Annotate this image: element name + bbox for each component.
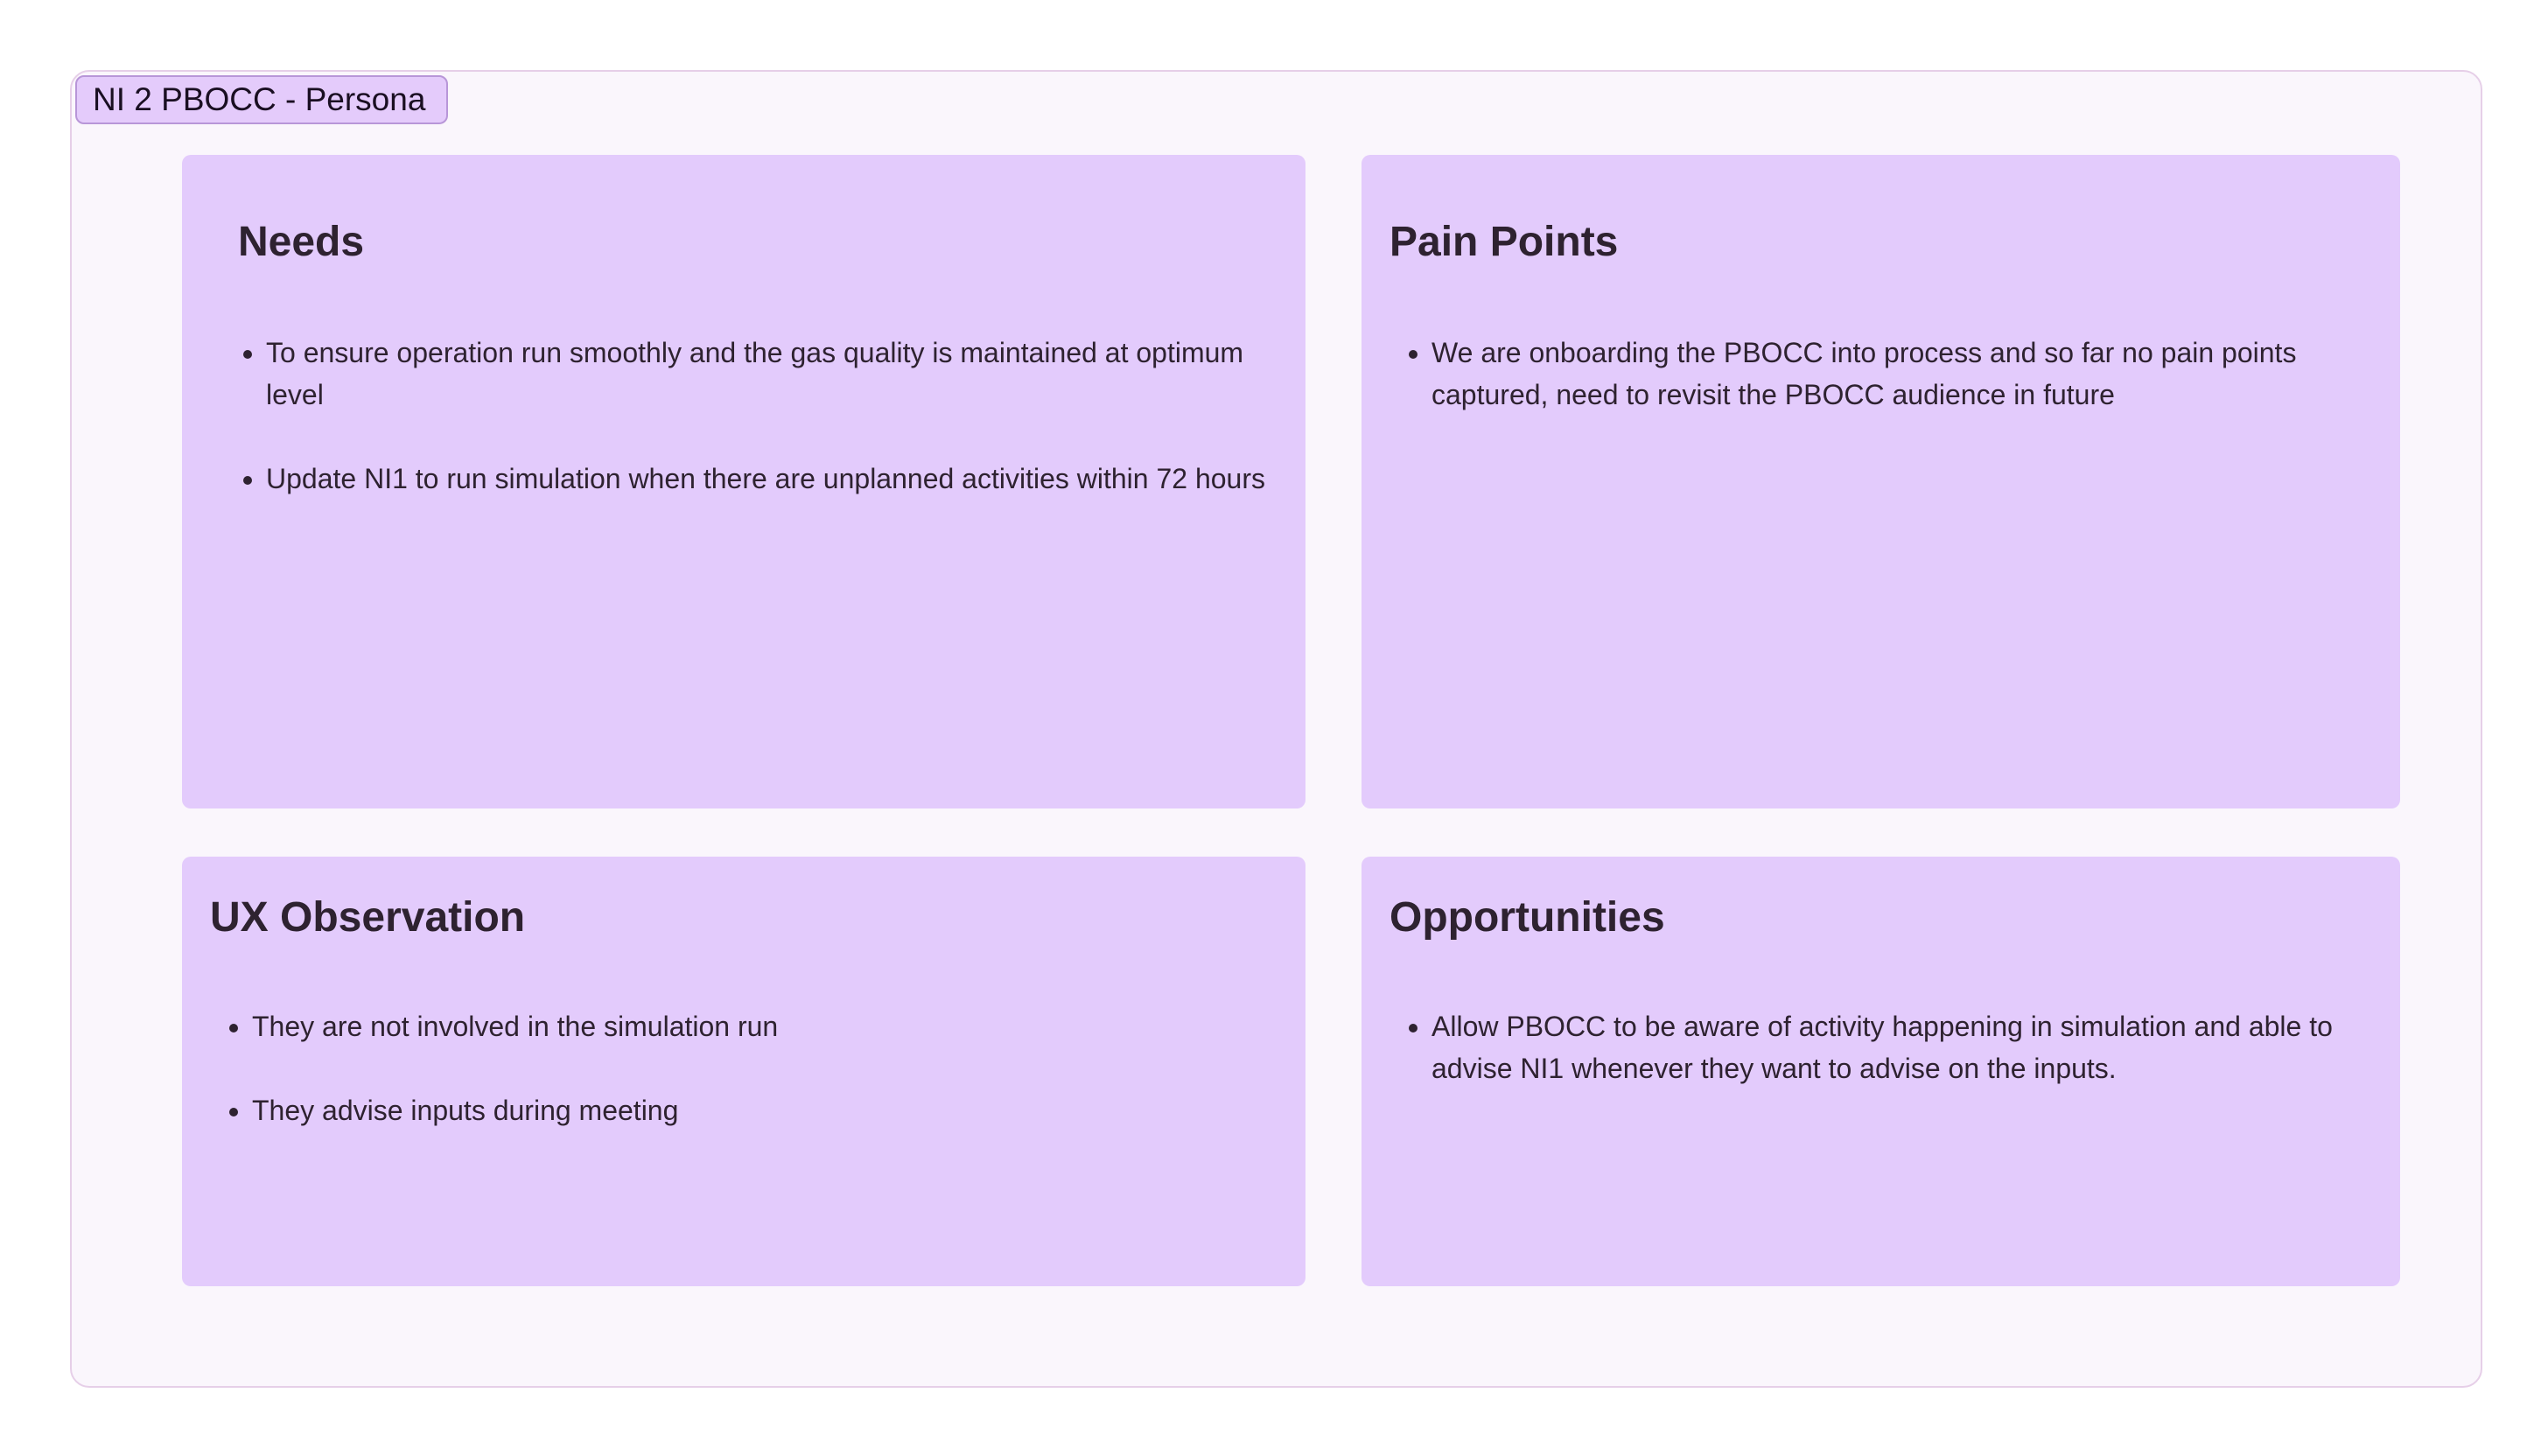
opportunities-card[interactable]: [1362, 857, 2400, 1286]
ux-observation-card[interactable]: [182, 857, 1306, 1286]
pain-points-item: • We are onboarding the PBOCC into process and so far no pain points captured, need to revisit the PBOCC audience in future: [1432, 332, 2403, 416]
ux-observation-item: • They are not involved in the simulation run: [252, 1005, 1302, 1047]
ux-observation-item: • They advise inputs during meeting: [252, 1089, 1302, 1131]
pain-points-card[interactable]: [1362, 155, 2400, 808]
needs-list: [224, 332, 1290, 500]
needs-item: • To ensure operation run smoothly and the gas quality is maintained at optimum level: [266, 332, 1290, 416]
section-title-tag[interactable]: NI 2 PBOCC - Persona: [75, 75, 448, 124]
needs-heading: Needs: [238, 219, 365, 265]
ux-observation-heading: UX Observation: [210, 894, 526, 941]
opportunities-heading: Opportunities: [1390, 894, 1665, 941]
needs-item: • Update NI1 to run simulation when there are unplanned activities within 72 hours: [266, 458, 1290, 500]
opportunities-list: [1390, 1005, 2403, 1089]
ux-observation-list: [210, 1005, 1302, 1131]
pain-points-list: [1390, 332, 2403, 416]
needs-card[interactable]: [182, 155, 1306, 808]
opportunities-item: • Allow PBOCC to be aware of activity happening in simulation and able to advise NI1 whenever they want to advise on the inputs.: [1432, 1005, 2403, 1089]
pain-points-heading: Pain Points: [1390, 219, 1619, 265]
